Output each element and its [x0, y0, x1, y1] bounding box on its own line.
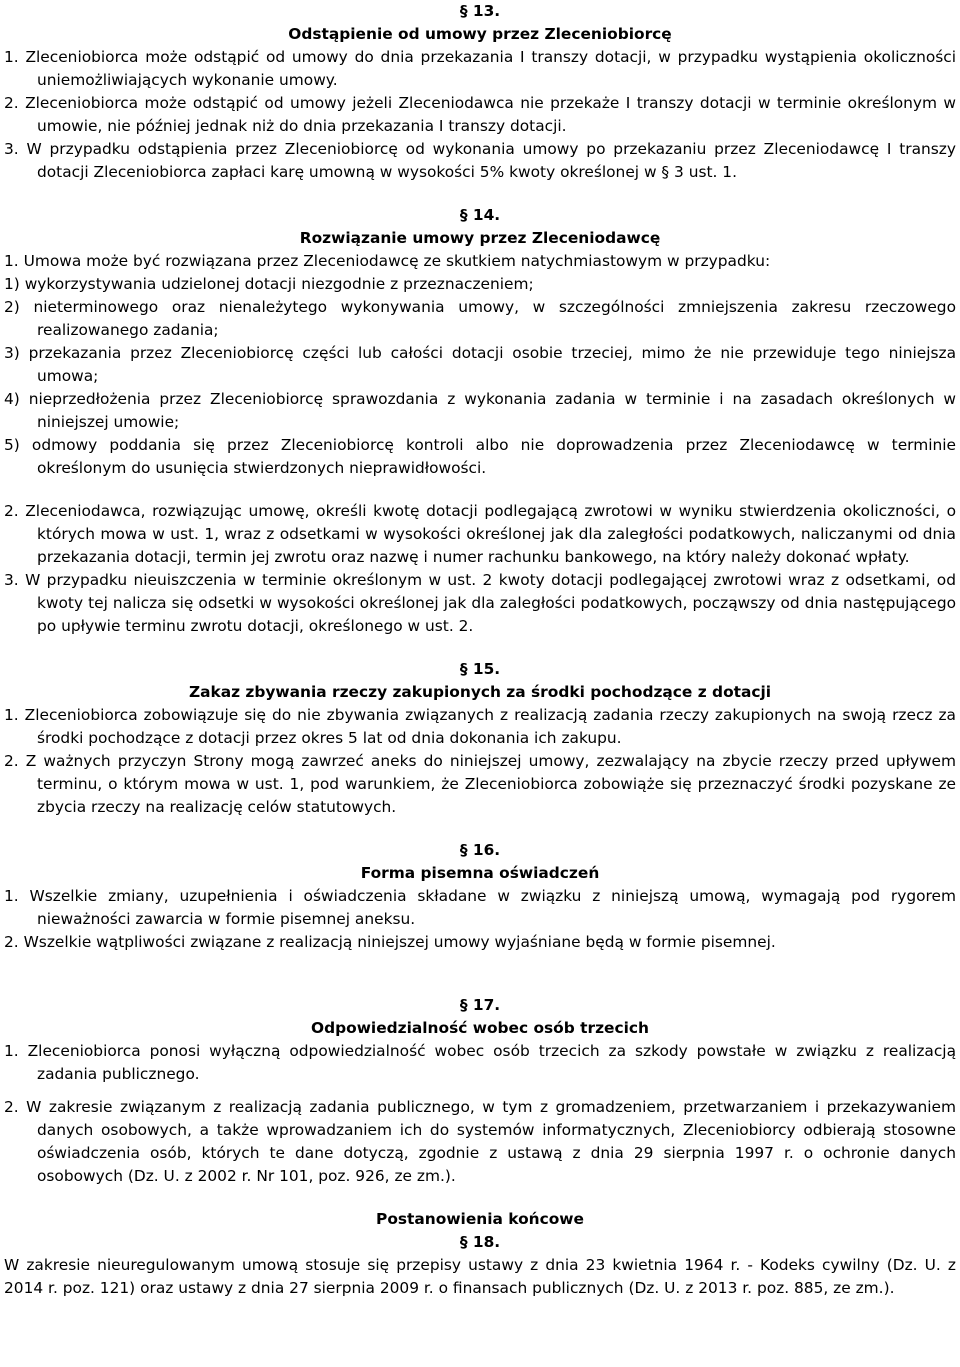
section-14-sub-5: 5) odmowy poddania się przez Zleceniobiorcę kontroli albo nie doprowadzenia przez Zleceniodawcę w terminie określonym do usunięcia stwierdzonych nieprawidłowości. [4, 436, 956, 477]
section-15-item-1: 1. Zleceniobiorca zobowiązuje się do nie zbywania związanych z realizacją zadania rzeczy zakupionych na swoją rzecz za środki pochodzące z dotacji przez okres 5 lat od dnia dokonania ich zakupu. [4, 706, 956, 747]
section-14-sub-4: 4) nieprzedłożenia przez Zleceniobiorcę sprawozdania z wykonania zadania w terminie i na zasadach określonych w niniejszej umowie; [4, 390, 956, 431]
section-14-number: § 14. [459, 206, 501, 224]
section-15-title: Zakaz zbywania rzeczy zakupionych za środki pochodzące z dotacji [188, 683, 772, 701]
section-14-intro: 1. Umowa może być rozwiązana przez Zleceniodawcę ze skutkiem natychmiastowym w przypadku: [4, 252, 771, 270]
section-13-item-1: 1. Zleceniobiorca może odstąpić od umowy do dnia przekazania I transzy dotacji, w przypadku wystąpienia okoliczności uniemożliwiających wykonanie umowy. [4, 48, 956, 89]
section-14-item-2: 2. Zleceniodawca, rozwiązując umowę, określi kwotę dotacji podlegającą zwrotowi w wyniku stwierdzenia okoliczności, o których mowa w ust. 1, wraz z odsetkami w wysokości określonej jak dla zaległości podatkowych, naliczanymi od dnia przekazania dotacji, termin jej zwrotu oraz nazwę i numer rachunku bankowego, na który należy dokonać wpłaty. [4, 502, 956, 566]
section-13-number: § 13. [459, 2, 501, 20]
section-17-item-2: 2. W zakresie związanym z realizacją zadania publicznego, w tym z gromadzeniem, przetwarzaniem i przekazywaniem danych osobowych, a także wprowadzaniem ich do systemów informatycznych, Zleceniobiorcy odbierają stosowne oświadczenia osób, których te dane dotyczą, zgodnie z ustawą z dnia 29 sierpnia 1997 r. o ochronie danych osobowych (Dz. U. z 2002 r. Nr 101, poz. 926, ze zm.). [4, 1098, 956, 1185]
section-15-item-2: 2. Z ważnych przyczyn Strony mogą zawrzeć aneks do niniejszej umowy, zezwalający na zbycie rzeczy przed upływem terminu, o którym mowa w ust. 1, pod warunkiem, że Zleceniobiorca zobowiąże się przeznaczyć środki pozyskane ze zbycia rzeczy na realizację celów statutowych. [4, 752, 956, 816]
section-13-item-2: 2. Zleceniobiorca może odstąpić od umowy jeżeli Zleceniodawca nie przekaże I transzy dotacji w terminie określonym w umowie, nie później jednak niż do dnia przekazania I transzy dotacji. [4, 94, 956, 135]
section-14-sub-3: 3) przekazania przez Zleceniobiorcę części lub całości dotacji osobie trzeciej, mimo że nie przewiduje tego niniejsza umowa; [4, 344, 956, 385]
section-14-sub-2: 2) nieterminowego oraz nienależytego wykonywania umowy, w szczególności zmniejszenia zakresu rzeczowego realizowanego zadania; [4, 298, 956, 339]
section-15-number: § 15. [459, 660, 501, 678]
section-14-title: Rozwiązanie umowy przez Zleceniodawcę [299, 229, 661, 247]
section-16-item-2: 2. Wszelkie wątpliwości związane z realizacją niniejszej umowy wyjaśniane będą w formie pisemnej. [4, 933, 776, 951]
section-13-title: Odstąpienie od umowy przez Zleceniobiorcę [288, 25, 672, 43]
section-17-title: Odpowiedzialność wobec osób trzecich [311, 1019, 649, 1037]
section-13-item-3: 3. W przypadku odstąpienia przez Zleceniobiorcę od wykonania umowy po przekazaniu przez Zleceniodawcę I transzy dotacji Zleceniobiorca zapłaci karę umowną w wysokości 5% kwoty określonej w § 3 ust. 1. [4, 140, 956, 181]
section-18-text: W zakresie nieuregulowanym umową stosuje się przepisy ustawy z dnia 23 kwietnia 1964 r. - Kodeks cywilny (Dz. U. z 2014 r. poz. 121) oraz ustawy z dnia 27 sierpnia 2009 r. o finansach publicznych (Dz. U. z 2013 r. poz. 885, ze zm.). [4, 1256, 956, 1297]
final-provisions-heading: Postanowienia końcowe [376, 1210, 584, 1228]
section-16-item-1: 1. Wszelkie zmiany, uzupełnienia i oświadczenia składane w związku z niniejszą umową, wymagają pod rygorem nieważności zawarcia w formie pisemnej aneksu. [4, 887, 956, 928]
document-page [4, 0, 956, 1300]
section-14-item-3: 3. W przypadku nieuiszczenia w terminie określonym w ust. 2 kwoty dotacji podlegającej zwrotowi wraz z odsetkami, od kwoty tej nalicza się odsetki w wysokości określonej jak dla zaległości podatkowych, począwszy od dnia następującego po upływie terminu zwrotu dotacji, określonego w ust. 2. [4, 571, 956, 635]
section-17-number: § 17. [459, 996, 501, 1014]
section-14-sub-1: 1) wykorzystywania udzielonej dotacji niezgodnie z przeznaczeniem; [4, 275, 534, 293]
section-17-item-1: 1. Zleceniobiorca ponosi wyłączną odpowiedzialność wobec osób trzecich za szkody powstałe w związku z realizacją zadania publicznego. [4, 1042, 956, 1083]
section-16-title: Forma pisemna oświadczeń [360, 864, 600, 882]
section-16-number: § 16. [459, 841, 501, 859]
section-18-number: § 18. [459, 1233, 501, 1251]
